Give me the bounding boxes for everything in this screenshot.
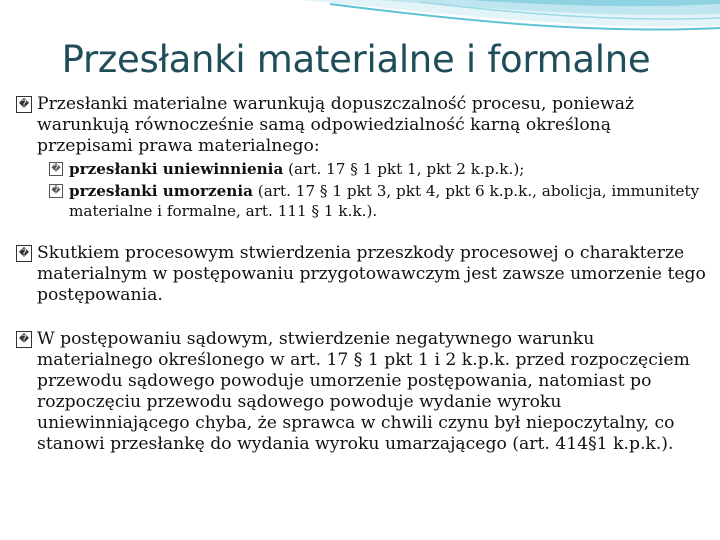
- bullet-text: Skutkiem procesowym stwierdzenia przeszkody procesowej o charakterze materialnym w postępowaniu przygotowawczym jest zawsze umorzenie tego postępowania.: [37, 243, 706, 305]
- slide-title: Przesłanki materialne i formalne: [61, 38, 651, 81]
- bullet-box-icon: �: [16, 245, 32, 262]
- bullet-procedural-effect: [16, 243, 706, 306]
- sub-bullet-box-icon: �: [49, 162, 63, 176]
- sub-bullet-text: (art. 17 § 1 pkt 3, pkt 4, pkt 6 k.p.k., abolicja, immunitety materialne i formalne, art. 111 § 1 k.k.).: [69, 182, 700, 220]
- sub-bullet-box-icon: �: [49, 184, 63, 198]
- bullet-box-icon: �: [16, 331, 32, 348]
- sub-bullet-term: przesłanki umorzenia: [69, 182, 253, 200]
- slide-content: [16, 94, 706, 455]
- bullet-material-prerequisites: [16, 94, 706, 157]
- sub-bullet-acquittal: [16, 159, 706, 179]
- bullet-text: W postępowaniu sądowym, stwierdzenie negatywnego warunku materialnego określonego w art. 17 § 1 pkt 1 i 2 k.p.k. przed rozpoczęciem przewodu sądowego powoduje umorzenie postępowania, natomiast po rozpoczęciu przewodu sądowego powoduje wydanie wyroku uniewinniającego chyba, że sprawca w chwili czynu był niepoczytalny, co stanowi przesłankę do wydania wyroku umarzającego (art. 414§1 k.p.k.).: [37, 329, 690, 454]
- bullet-box-icon: �: [16, 96, 32, 113]
- bullet-text: Przesłanki materialne warunkują dopuszczalność procesu, ponieważ warunkują równocześnie samą odpowiedzialność karną określoną przepisami prawa materialnego:: [37, 94, 635, 156]
- bullet-court-proceedings: [16, 329, 706, 455]
- sub-bullet-discontinuation: [16, 181, 706, 221]
- sub-bullet-text: (art. 17 § 1 pkt 1, pkt 2 k.p.k.);: [283, 160, 525, 178]
- sub-bullet-term: przesłanki uniewinnienia: [69, 160, 284, 178]
